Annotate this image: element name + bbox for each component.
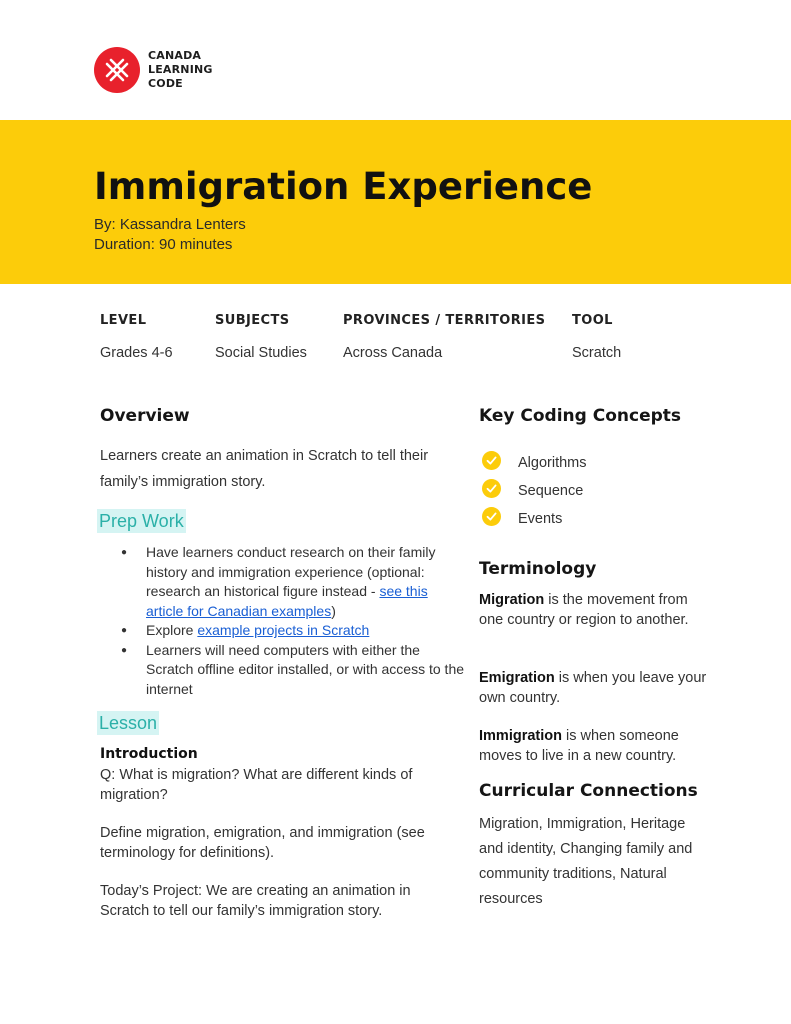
brand-logo: [94, 47, 213, 93]
curricular-connections-heading: Curricular Connections: [479, 781, 698, 801]
duration-line: Duration: 90 minutes: [94, 236, 233, 253]
logo-mark-icon: [94, 47, 140, 93]
term-immigration-definition: is when someone moves to live in a new country.: [479, 728, 679, 764]
meta-level-label: LEVEL: [100, 313, 147, 328]
term-immigration-word: Immigration: [479, 728, 562, 744]
meta-level: [100, 312, 173, 362]
meta-provinces: [343, 312, 545, 362]
prep-item-computers: [146, 641, 468, 700]
prep-item-explore-text: Explore: [146, 622, 198, 638]
key-concepts-heading: Key Coding Concepts: [479, 406, 682, 426]
prep-item-research-text: Have learners conduct research on their family history and immigration experience (optional: research an historical figure instead -: [146, 544, 436, 599]
meta-tool-value: Scratch: [572, 345, 622, 361]
lesson-heading: Lesson: [99, 713, 158, 733]
curricular-connections-text: Migration, Immigration, Heritage and identity, Changing family and community traditions, Natural resources: [479, 816, 693, 907]
term-migration-word: Migration: [479, 592, 545, 608]
concept-algorithms: Algorithms: [518, 455, 587, 471]
meta-tool-label: TOOL: [572, 313, 613, 328]
meta-provinces-label: PROVINCES / TERRITORIES: [343, 313, 546, 328]
meta-tool: [572, 312, 621, 362]
example-projects-link[interactable]: example projects in Scratch: [197, 622, 370, 638]
overview-text: Learners create an animation in Scratch to tell their family’s immigration story.: [100, 448, 429, 490]
term-migration: [479, 591, 709, 630]
prep-item-explore: [146, 621, 468, 641]
concept-events: Events: [518, 511, 563, 527]
lesson-define: Define migration, emigration, and immigration (see terminology for definitions).: [100, 825, 425, 861]
meta-subjects-label: SUBJECTS: [215, 313, 290, 328]
logo-line-1: CANADA: [148, 49, 202, 62]
term-emigration-definition: is when you leave your own country.: [479, 670, 707, 706]
prep-work-heading: Prep Work: [99, 511, 184, 531]
meta-subjects-value: Social Studies: [215, 345, 307, 361]
meta-subjects: [215, 312, 307, 362]
prep-item-research: [146, 543, 468, 621]
prep-work-list: [146, 543, 468, 699]
term-emigration: [479, 669, 709, 708]
overview-heading: Overview: [100, 406, 190, 426]
concept-sequence: Sequence: [518, 483, 584, 499]
prep-item-research-end: ): [331, 602, 336, 619]
term-emigration-word: Emigration: [479, 670, 555, 686]
meta-provinces-value: Across Canada: [343, 345, 443, 361]
meta-level-value: Grades 4-6: [100, 345, 173, 361]
author-line: By: Kassandra Lenters: [94, 216, 246, 233]
page-title: Immigration Experience: [94, 165, 593, 208]
canadian-examples-link[interactable]: see this article for Canadian examples: [146, 583, 428, 619]
lesson-project: Today’s Project: We are creating an animation in Scratch to tell our family’s immigration story.: [100, 883, 411, 919]
terminology-heading: Terminology: [479, 559, 597, 579]
logo-wordmark: [148, 49, 213, 91]
term-migration-definition: is the movement from one country or region to another.: [479, 592, 689, 628]
check-icon: [482, 479, 501, 498]
term-immigration: [479, 727, 709, 766]
check-icon: [482, 451, 501, 470]
prep-item-computers-text: Learners will need computers with either the Scratch offline editor installed, or with access to the internet: [146, 641, 465, 697]
check-icon: [482, 507, 501, 526]
introduction-heading: Introduction: [100, 746, 198, 762]
logo-line-2: LEARNING: [148, 63, 213, 76]
lesson-question: Q: What is migration? What are different kinds of migration?: [100, 767, 413, 803]
logo-line-3: CODE: [148, 77, 183, 90]
